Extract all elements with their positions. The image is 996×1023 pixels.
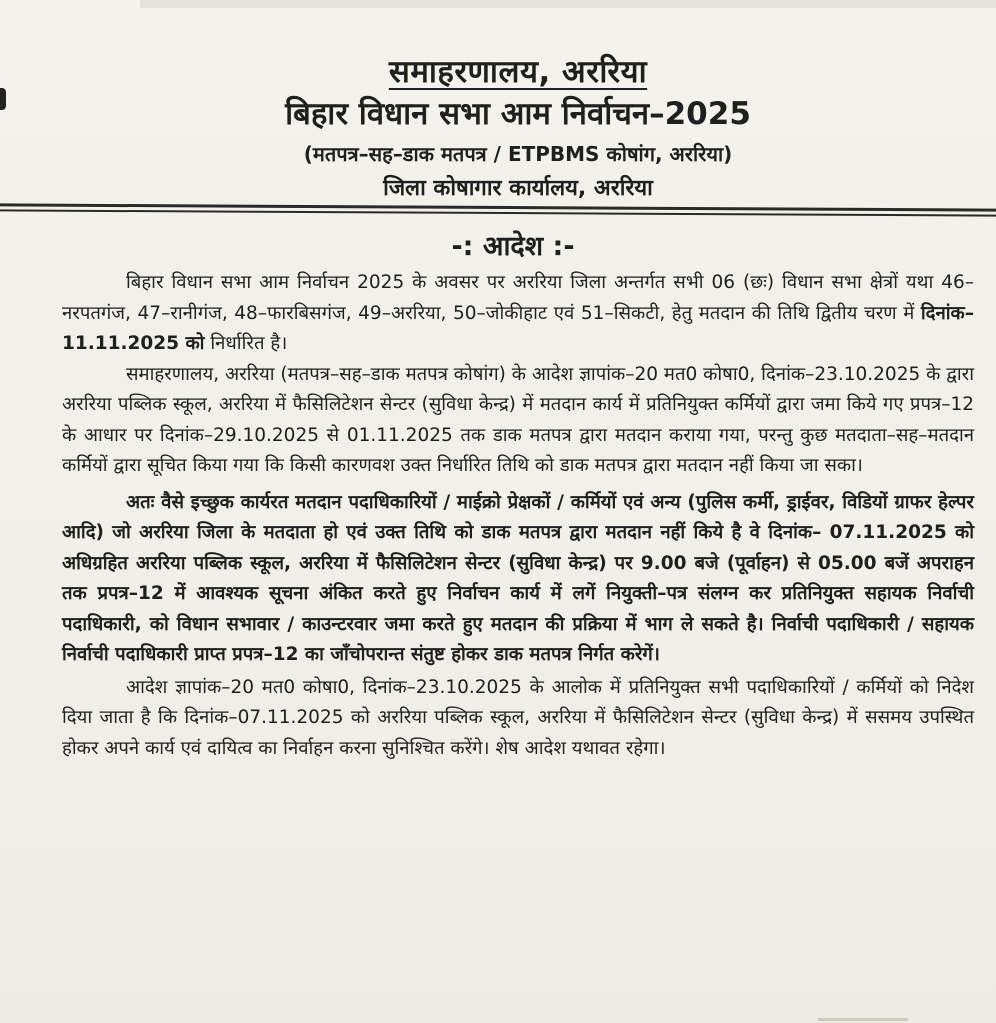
cell-subtitle: (मतपत्र–सह–डाक मतपत्र / ETPBMS कोषांग, अररिया)	[303, 142, 733, 166]
page-bottom-mark	[818, 1018, 908, 1021]
order-body	[62, 268, 974, 764]
office-title: समाहरणालय, अररिया	[388, 54, 648, 90]
order-heading: -: आदेश :-	[451, 231, 575, 262]
paragraph-4: आदेश ज्ञापांक–20 मत0 कोषा0, दिनांक–23.10.2025 के आलोक में प्रतिनियुक्त सभी पदाधिकारियों / कर्मियों को निदेश दिया जाता है कि दिनांक–07.11.2025 को अररिया पब्लिक स्कूल, अररिया में फैसिलिटेशन सेन्टर (सुविधा केन्द्र) में ससमय उपस्थित होकर अपने कार्य एवं दायित्व का निर्वाहन करना सुनिश्चित करेंगे। शेष आदेश यथावत रहेगा।	[62, 676, 974, 759]
paragraph-3: अतः वैसे इच्छुक कार्यरत मतदान पदाधिकारियों / माईक्रो प्रेक्षकों / कर्मियों एवं अन्य (पुलिस कर्मी, ड्राईवर, विडियों ग्राफर हेल्पर आदि) जो अररिया जिला के मतदाता हो एवं उक्त तिथि को डाक मतपत्र द्वारा मतदान नहीं किये है वे दिनांक– 07.11.2025 को अधिग्रहित अररिया पब्लिक स्कूल, अररिया में फैसिलिटेशन सेन्टर (सुविधा केन्द्र) पर 9.00 बजे (पूर्वाहन) से 05.00 बजें अपराहन तक प्रपत्र–12 में आवश्यक सूचना अंकित करते हुए निर्वाचन कार्य में लगें नियुक्ती–पत्र संलग्न कर प्रतिनियुक्त सहायक निर्वाची पदाधिकारी, को विधान सभावार / काउन्टरवार जमा करते हुए मतदान की प्रक्रिया में भाग ले सकते है। निर्वाची पदाधिकारी / सहायक निर्वाची पदाधिकारी प्राप्त प्रपत्र–12 का जाँचोपरान्त संतुष्ट होकर डाक मतपत्र निर्गत करेगें।	[62, 491, 974, 665]
paragraph-1	[62, 268, 974, 360]
paper-top-edge	[140, 0, 996, 8]
polling-date: दिनांक–11.11.2025 को	[62, 302, 974, 354]
treasury-subtitle: जिला कोषागार कार्यालय, अररिया	[383, 176, 653, 201]
paragraph-2: समाहरणालय, अररिया (मतपत्र–सह–डाक मतपत्र कोषांग) के आदेश ज्ञापांक–20 मत0 कोषा0, दिनांक–23.10.2025 के द्वारा अररिया पब्लिक स्कूल, अररिया में फैसिलिटेशन सेन्टर (सुविधा केन्द्र) में मतदान कार्य में प्रतिनियुक्त कर्मियों द्वारा जमा किये गए प्रपत्र–12 के आधार पर दिनांक–29.10.2025 से 01.11.2025 तक डाक मतपत्र द्वारा मतदान कराया गया, परन्तु कुछ मतदाता–सह–मतदान कर्मियों द्वारा सूचित किया गया कि किसी कारणवश उक्त निर्धारित तिथि को डाक मतपत्र द्वारा मतदान नहीं किया जा सका।	[62, 363, 974, 476]
paragraph-1-text: बिहार विधान सभा आम निर्वाचन 2025 के अवसर पर अररिया जिला अन्तर्गत सभी 06 (छः) विधान सभा क्षेत्रों यथा 46–नरपतगंज, 47–रानीगंज, 48–फारबिसगंज, 49–अररिया, 50–जोकीहाट एवं 51–सिकटी, हेतु मतदान की तिथि द्वितीय चरण में	[62, 272, 974, 324]
election-title: बिहार विधान सभा आम निर्वाचन–2025	[285, 96, 751, 132]
paragraph-1-end: निर्धारित है।	[204, 333, 288, 354]
